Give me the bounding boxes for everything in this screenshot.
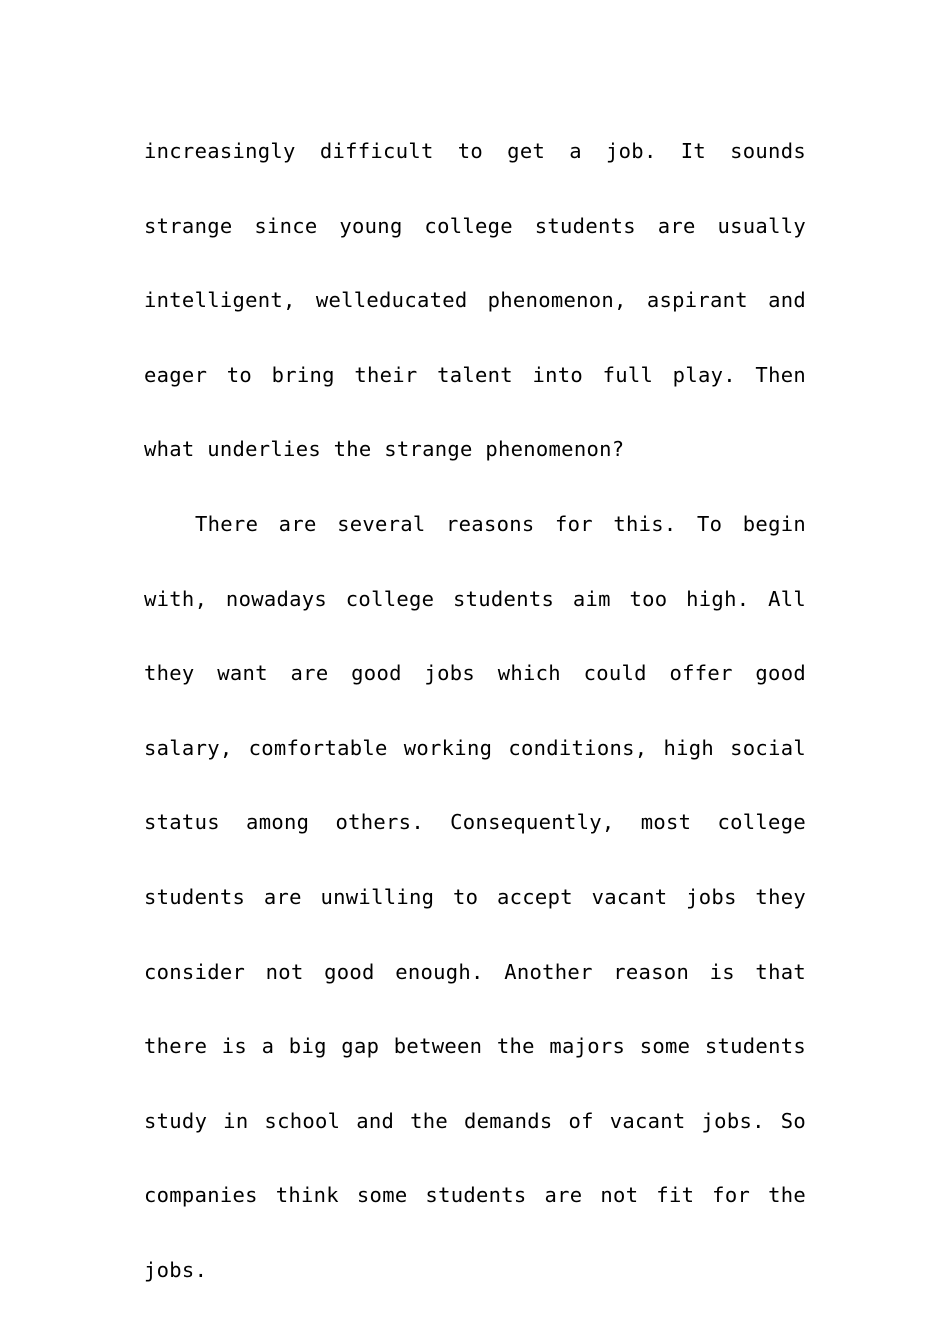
paragraph-1: increasingly difficult to get a job. It sounds strange since young college students are usually intelligent, welleducated phenomenon, aspirant and eager to bring their talent into full play. Then what underlies the strange phenomenon? (144, 139, 806, 462)
paragraph-2: There are several reasons for this. To begin with, nowadays college students aim too high. All they want are good jobs which could offer good salary, comfortable working conditions, high social status among others. Consequently, most college students are unwilling to accept vacant jobs they consider not good enough. Another reason is that there is a big gap between the majors some students study in school and the demands of vacant jobs. So companies think some students are not fit for the jobs. (144, 511, 806, 1282)
document-body (144, 114, 806, 1308)
